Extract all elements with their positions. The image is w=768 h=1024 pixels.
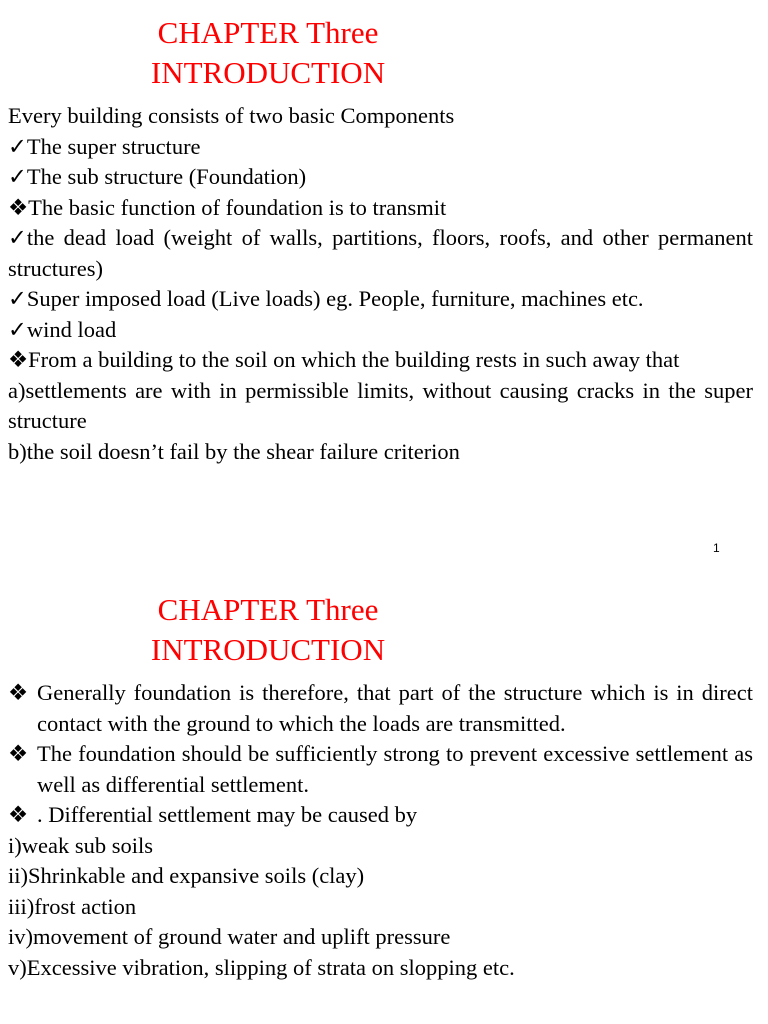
- title-line-1: CHAPTER Three: [157, 592, 379, 627]
- intro-line: Every building consists of two basic Components: [8, 103, 455, 128]
- check-icon: ✓: [8, 133, 27, 159]
- title-line-2: INTRODUCTION: [150, 55, 386, 90]
- check-icon: ✓: [8, 225, 27, 250]
- slide-1-body: [8, 101, 753, 467]
- checklist-item: ✓the dead load (weight of walls, partitions, floors, roofs, and other permanent structures): [8, 225, 753, 281]
- cause-item: iii)frost action: [8, 893, 137, 919]
- title-line-2: INTRODUCTION: [150, 632, 386, 667]
- slide-2-title: [0, 590, 536, 670]
- diamond-bullet-icon: ❖: [8, 802, 29, 827]
- diamond-bullet-item: ❖ . Differential settlement may be caused by: [8, 800, 753, 831]
- check-icon: ✓: [8, 316, 27, 342]
- checklist-item: ✓The super structure: [8, 132, 753, 163]
- diamond-bullet-icon: ❖: [8, 680, 29, 705]
- slide-1-title: [0, 13, 536, 93]
- cause-item: i)weak sub soils: [8, 832, 153, 858]
- condition-item: b)the soil doesn’t fail by the shear failure criterion: [8, 438, 460, 464]
- diamond-bullet-icon: ❖: [8, 741, 29, 766]
- condition-item: a)settlements are with in permissible limits, without causing cracks in the super structure: [8, 377, 753, 433]
- cause-item: iv)movement of ground water and uplift pressure: [8, 924, 451, 949]
- slide-2: [0, 576, 768, 1024]
- cause-item: ii)Shrinkable and expansive soils (clay): [8, 863, 365, 888]
- checklist-item: ✓Super imposed load (Live loads) eg. People, furniture, machines etc.: [8, 284, 753, 315]
- title-line-1: CHAPTER Three: [157, 15, 379, 50]
- diamond-bullet-item: ❖ The foundation should be sufficiently strong to prevent excessive settlement as well as differential settlement.: [8, 739, 753, 800]
- diamond-bullet-icon: ❖: [8, 194, 29, 220]
- slide-2-body: [8, 678, 753, 983]
- diamond-bullet-item: ❖From a building to the soil on which the building rests in such away that: [8, 345, 753, 376]
- checklist-item: ✓wind load: [8, 315, 753, 346]
- diamond-bullet-item: ❖The basic function of foundation is to transmit: [8, 193, 753, 224]
- page-number: 1: [713, 541, 720, 555]
- diamond-bullet-item: ❖ Generally foundation is therefore, that part of the structure which is in direct contact with the ground to which the loads are transmitted.: [8, 678, 753, 739]
- diamond-bullet-icon: ❖: [8, 347, 29, 372]
- check-icon: ✓: [8, 286, 27, 311]
- checklist-item: ✓The sub structure (Foundation): [8, 162, 753, 193]
- check-icon: ✓: [8, 164, 27, 189]
- cause-item: v)Excessive vibration, slipping of strata on slopping etc.: [8, 954, 515, 980]
